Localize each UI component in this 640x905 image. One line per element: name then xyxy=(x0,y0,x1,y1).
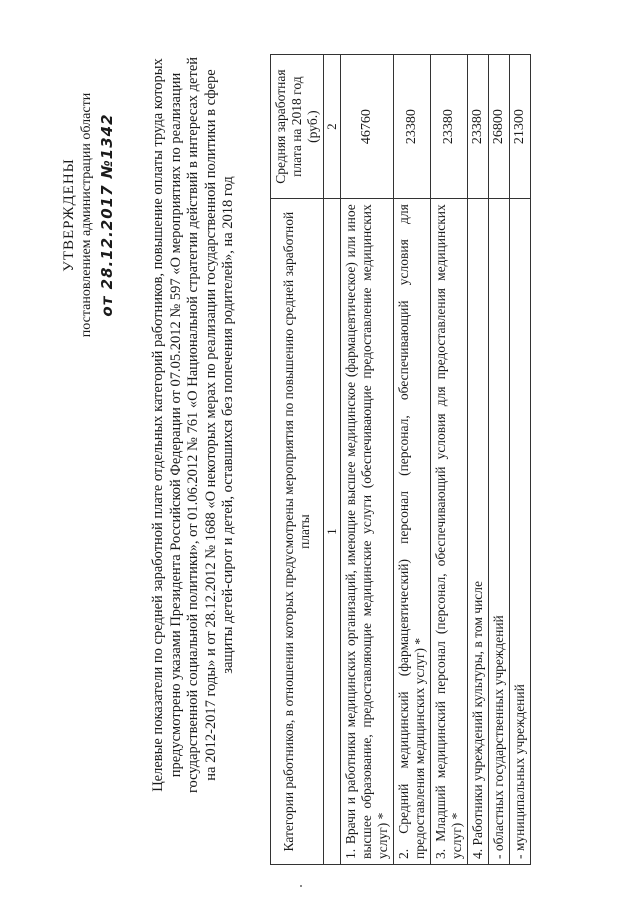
row-value: 23380 xyxy=(431,55,468,199)
header-average-salary: Средняя заработная плата на 2018 год (руб.) xyxy=(271,55,324,199)
column-number-1: 1 xyxy=(324,199,341,865)
row-value: 21300 xyxy=(510,55,531,199)
scan-speck xyxy=(300,885,302,887)
row-label: 2. Средний медицинский (фармацевтический) персонал (персонал, обеспечивающий условия для предоставления медицинских услуг) * xyxy=(394,199,431,865)
row-label: 1. Врачи и работники медицинских организаций, имеющие высшее медицинское (фармацевтическое) или иное высшее образование, предоставляющие медицинские услуги (обеспечивающие предоставление медицинских услуг) * xyxy=(341,199,394,865)
table-row xyxy=(341,55,394,865)
row-value: 26800 xyxy=(489,55,510,199)
approval-subtitle: постановлением администрации области xyxy=(79,92,94,338)
header-category: Категории работников, в отношении которых предусмотрены мероприятия по повышению средней заработной платы xyxy=(271,199,324,865)
document-intro-text: Целевые показатели по средней заработной плате отдельных категорий работников, повышение оплаты труда которых предусмотрено указами Президента Российской Федерации от 07.05.2012 № 597 «О мероприятиях по реализации государственной социальной политики», от 01.06.2012 № 761 «О Национальной стратегии действий в интересах детей на 2012-2017 годы» и от 28.12.2012 № 1688 «О некоторых мерах по реализации государственной политики в сфере защиты детей-сирот и детей, оставшихся без попечения родителей», на 2018 год xyxy=(150,56,236,794)
row-value: 23380 xyxy=(394,55,431,199)
row-label: - муниципальных учреждений xyxy=(510,199,531,865)
row-value: 46760 xyxy=(341,55,394,199)
table-row xyxy=(489,55,510,865)
table-header-row xyxy=(271,55,324,865)
handwritten-date-number: от 28.12.2017 №1342 xyxy=(98,113,116,317)
table-row xyxy=(468,55,489,865)
salary-targets-table xyxy=(270,54,531,865)
row-label: 3. Младший медицинский персонал (персонал, обеспечивающий условия для предоставления медицинских услуг) * xyxy=(431,199,468,865)
table-row xyxy=(394,55,431,865)
column-number-2: 2 xyxy=(324,55,341,199)
approval-block xyxy=(60,55,116,375)
table-row xyxy=(510,55,531,865)
row-value: 23380 xyxy=(468,55,489,199)
approval-title: УТВЕРЖДЕНЫ xyxy=(61,158,77,272)
table-row xyxy=(431,55,468,865)
row-label: 4. Работники учреждений культуры, в том числе xyxy=(468,199,489,865)
row-label: - областных государственных учреждений xyxy=(489,199,510,865)
column-number-row xyxy=(324,55,341,865)
